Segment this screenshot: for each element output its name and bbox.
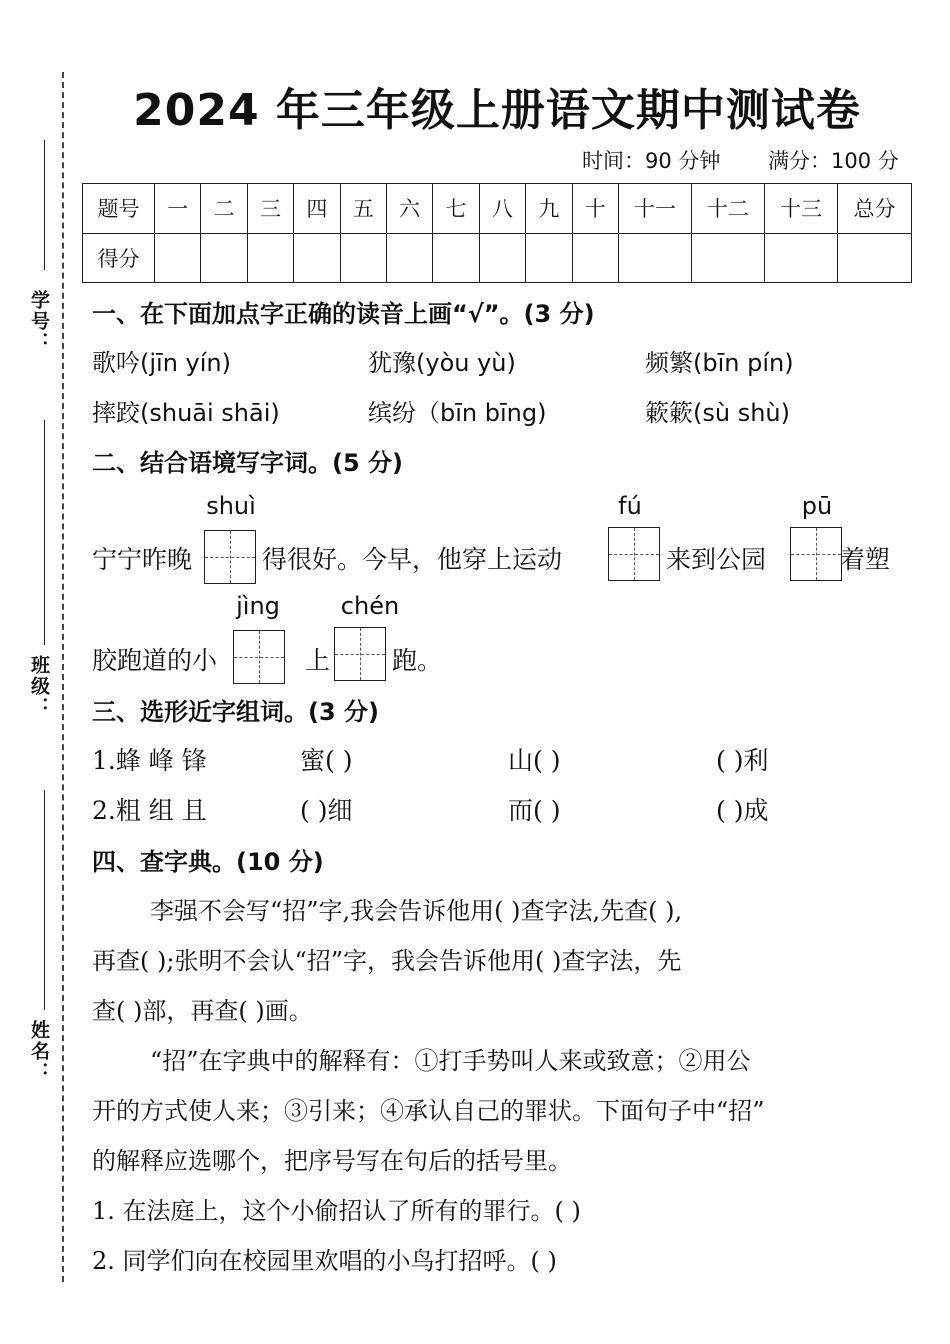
q3-blank[interactable]: 山( ) — [508, 746, 561, 775]
pinyin-prompt: fú — [618, 492, 642, 520]
q2-text: 上 — [305, 646, 331, 675]
pinyin-prompt: shuì — [206, 492, 256, 520]
q1-item: 簌簌(sù shù) — [645, 399, 790, 427]
q2-text: 得很好。今早，他穿上运动 — [262, 545, 563, 574]
score-cell[interactable] — [201, 233, 247, 283]
q3-blank[interactable]: 而( ) — [508, 796, 561, 825]
header-cell: 六 — [386, 184, 432, 234]
q3-blank[interactable]: ( )细 — [300, 796, 353, 825]
q4-paragraph-line: “招”在字典中的解释有：①打手势叫人来或致意；②用公 — [150, 1047, 751, 1075]
header-cell: 总分 — [838, 184, 912, 234]
q1-item: 犹豫(yòu yù) — [368, 349, 516, 377]
row-label-cell: 得分 — [83, 233, 155, 283]
score-cell[interactable] — [386, 233, 432, 283]
q2-text: 来到公园 — [666, 545, 767, 574]
tian-box-answer[interactable] — [608, 527, 660, 581]
score-cell[interactable] — [692, 233, 765, 283]
q3-blank[interactable]: ( )利 — [716, 746, 769, 775]
score-table-header-row — [83, 184, 912, 234]
header-cell: 四 — [294, 184, 340, 234]
score-cell[interactable] — [155, 233, 201, 283]
score-cell[interactable] — [340, 233, 386, 283]
q4-paragraph-line: 再查( );张明不会认“招”字，我会告诉他用( )查字法，先 — [92, 947, 682, 975]
score-cell[interactable] — [572, 233, 618, 283]
q2-text: 胶跑道的小 — [92, 646, 218, 675]
q4-item: 2. 同学们向在校园里欢唱的小鸟打招呼。( ) — [92, 1247, 557, 1275]
class-line — [44, 420, 45, 645]
binding-dashed-line — [62, 72, 64, 1282]
exam-time: 时间：90 分钟 — [582, 149, 721, 173]
name-line — [44, 790, 45, 1010]
score-cell[interactable] — [479, 233, 525, 283]
q2-heading: 二、结合语境写字词。(5 分) — [92, 449, 403, 477]
header-cell: 十三 — [765, 184, 838, 234]
header-cell: 八 — [479, 184, 525, 234]
q3-group: 2.粗 组 且 — [92, 796, 207, 825]
header-cell: 十一 — [619, 184, 692, 234]
q1-item: 缤纷（bīn bīng) — [368, 399, 547, 427]
q1-heading: 一、在下面加点字正确的读音上画“√”。(3 分) — [92, 300, 595, 328]
header-cell: 一 — [155, 184, 201, 234]
pinyin-prompt: chén — [340, 592, 400, 620]
tian-box-answer[interactable] — [204, 530, 256, 584]
score-cell[interactable] — [765, 233, 838, 283]
header-cell: 十 — [572, 184, 618, 234]
header-cell: 十二 — [692, 184, 765, 234]
tian-box-answer[interactable] — [790, 527, 842, 581]
score-cell[interactable] — [526, 233, 572, 283]
header-cell: 二 — [201, 184, 247, 234]
header-cell: 题号 — [83, 184, 155, 234]
class-label: 班级： — [28, 655, 50, 718]
q3-blank[interactable]: ( )成 — [716, 796, 769, 825]
q4-paragraph-line: 的解释应选哪个，把序号写在句后的括号里。 — [92, 1147, 572, 1175]
header-cell: 五 — [340, 184, 386, 234]
student-no-label: 学号： — [28, 290, 50, 353]
page-title: 2024 年三年级上册语文期中测试卷 — [133, 85, 861, 136]
q2-text: 着塑 — [840, 545, 891, 574]
q3-heading: 三、选形近字组词。(3 分) — [92, 698, 379, 726]
q2-text: 跑。 — [392, 646, 443, 675]
score-cell[interactable] — [838, 233, 912, 283]
score-cell[interactable] — [247, 233, 293, 283]
tian-box-answer[interactable] — [334, 627, 386, 681]
score-cell[interactable] — [433, 233, 479, 283]
q4-item: 1. 在法庭上，这个小偷招认了所有的罪行。( ) — [92, 1197, 581, 1225]
q3-group: 1.蜂 峰 锋 — [92, 746, 207, 775]
header-cell: 三 — [247, 184, 293, 234]
tian-box-answer[interactable] — [233, 630, 285, 684]
score-cell[interactable] — [619, 233, 692, 283]
full-score: 满分：100 分 — [768, 149, 899, 173]
q1-item: 频繁(bīn pín) — [645, 349, 794, 377]
q3-blank[interactable]: 蜜( ) — [300, 746, 353, 775]
header-cell: 七 — [433, 184, 479, 234]
pinyin-prompt: pū — [801, 492, 833, 520]
score-cell[interactable] — [294, 233, 340, 283]
name-label: 姓名： — [28, 1020, 50, 1083]
q1-item: 摔跤(shuāi shāi) — [92, 399, 280, 427]
q4-paragraph-line: 查( )部，再查( )画。 — [92, 997, 313, 1025]
q2-text: 宁宁昨晚 — [92, 545, 193, 574]
q1-item: 歌吟(jīn yín) — [92, 349, 231, 377]
student-no-line — [44, 140, 45, 270]
header-cell: 九 — [526, 184, 572, 234]
score-table-score-row — [83, 233, 912, 283]
q4-heading: 四、查字典。(10 分) — [92, 848, 324, 876]
q4-paragraph-line: 开的方式使人来；③引来；④承认自己的罪状。下面句子中“招” — [92, 1097, 765, 1125]
pinyin-prompt: jìng — [236, 592, 280, 620]
q4-paragraph-line: 李强不会写“招”字,我会告诉他用( )查字法,先查( ), — [150, 897, 683, 925]
score-table — [82, 183, 912, 283]
